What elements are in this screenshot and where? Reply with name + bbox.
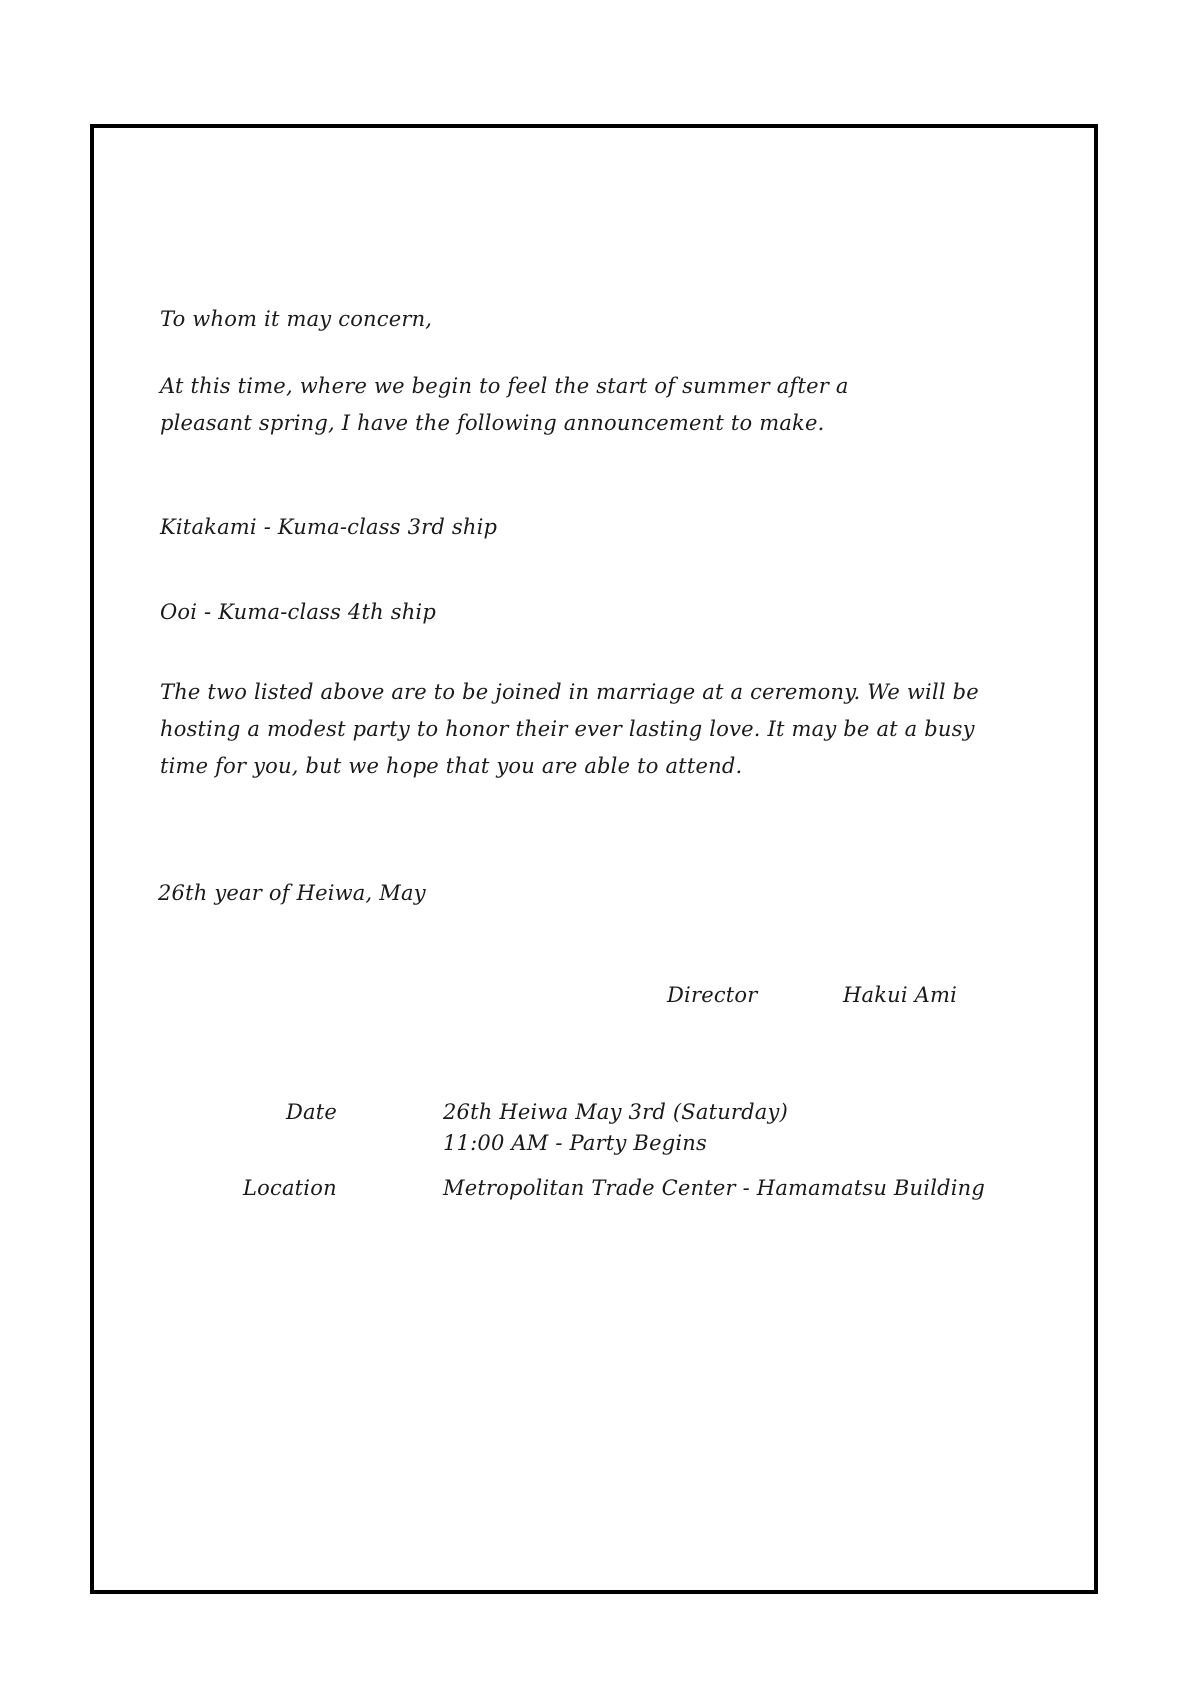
party-kitakami: Kitakami - Kuma-class 3rd ship	[160, 515, 498, 539]
body-line-3: time for you, but we hope that you are able to attend.	[160, 754, 743, 778]
body-line-1: The two listed above are to be joined in marriage at a ceremony. We will be	[160, 680, 979, 704]
opening-line-1: At this time, where we begin to feel the start of summer after a	[160, 374, 849, 398]
signature-name: Hakui Ami	[843, 983, 958, 1007]
party-ooi: Ooi - Kuma-class 4th ship	[160, 600, 436, 624]
details-location-label: Location	[243, 1176, 337, 1200]
body-line-2: hosting a modest party to honor their ever lasting love. It may be at a busy	[160, 717, 975, 741]
salutation: To whom it may concern,	[160, 307, 433, 331]
signature-title: Director	[667, 983, 758, 1007]
letter-date: 26th year of Heiwa, May	[158, 881, 426, 905]
opening-line-2: pleasant spring, I have the following announcement to make.	[160, 411, 825, 435]
letter-border-frame	[90, 124, 1098, 1594]
details-date-label: Date	[286, 1100, 338, 1124]
details-location-value: Metropolitan Trade Center - Hamamatsu Building	[443, 1176, 986, 1200]
details-date-value: 26th Heiwa May 3rd (Saturday)	[443, 1100, 788, 1124]
details-time-value: 11:00 AM - Party Begins	[443, 1131, 707, 1155]
